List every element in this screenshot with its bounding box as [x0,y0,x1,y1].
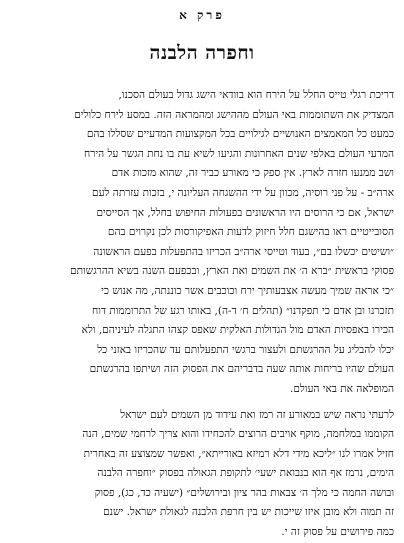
text-line: ושב ממנעו חזרה לארץ. אין ספק כי מאורע כביר זה, שהוא מזכות אדם [111,167,394,180]
text-line: העולם שהיו בריחות אותה שעה בדבריהם את הפסוק הזה ושיתפו בהרגשתם [89,363,394,376]
text-line: המופלאה את באי העולם. [289,382,394,395]
text-line: ארה״ב - על פני רוסיה, מכוון על ידי ההשגחה העליונה י, בזכות עזרתה לעם [92,186,394,199]
text-line: יכלו להבליג על ההרגשתם ולעצור ברגשי התפעלותם עד שהכריזו באזני כל [97,343,394,356]
text-line: דריכת רגלי טייס החלל על הירח הוא בוודאי הישג גדול בעולם הסכנו, [118,89,394,101]
paragraph-2 [10,406,394,543]
text-line: המצדיק את השתוממות באי העולם מההישג ומהמראה הזה. במסע לירח כלולים [74,108,394,121]
text-line: תזכרנו ובן אדם כי תפקדנו״ (תהלים ח׳ ד-ה), באותו רגע של התרוממות דוח [92,304,394,317]
text-line: ישראל, אם כי הרוסים היו הראשונים בפעולות החיפוש בחלל, אך הסייסים [96,206,394,219]
text-line: הסובייטיים ראו בהישגם חלל חיזוק לדעות האפיקורסות לכן נקרוים בהם [107,226,394,239]
text-line: ״ושיטים יכשלו בם״, בעוד וטייסי ארה״ב הכריזו בהתפעלות בפעם הראשונה [93,245,394,258]
text-line: הכירו באפסיות האדם מול הגדולות האלקית שאפס קצהו התגלה לעיניהם, ולא [81,324,394,337]
chapter-heading: פרק א [179,8,225,22]
text-line: המדעי העולם באלפי שנים האחרונות והגיעו לשיא עת בו נחת הגשר על הירח [84,147,394,160]
text-line: הקוממו במלחמה, מוקף אויבים הרוצים להכחידו והוא צריך לרחמי שמים, הנה [82,428,394,441]
text-line: ובושה החמה כי מלך ה׳ צבאות בהר ציון ובירושלים״ (ישעיה כד, כג), פסוק [94,486,394,499]
text-line: כמעט כל המאמצים האנושיים לגילויים בכל המקצועות המדעיים שסללו בהם [86,128,394,141]
text-line: חזיל אמרו לנו ״ליכא מידי דלא רמיזא באורייתא״, ואפשר שמצוצע זה באחרית [83,447,394,460]
page-title: וחפרה הלבנה [149,42,255,64]
text-line: הימים, נרמז אף הוא בנבואת ישעי׳ לתקופת הגאולה בפסוק ״וחפרה הלבנה [97,467,394,480]
text-line: פסוקי בראשית ״ברא ה׳ את השמים ואת הארץ, ובכפעם השנה בשיא ההרגשותם [70,265,394,278]
text-line: לרעתי נראה שיש במאורע זה רמז ואת עידוד מן השמים לעם ישראל [120,408,394,421]
paragraph-1 [10,86,394,400]
text-line: זה תמוה ולא מובן איזו שייכות יש בין חרפת הלבנה לגאולת ישראל. ישנם [103,506,394,519]
text-line: ״כי אראה שמיך מעשה אצבעותיך ירח וכוכבים אשר כוננתה, מה אנוש כי [101,284,394,297]
text-line: כמה פירושים על פסוק זה י. [281,526,394,539]
